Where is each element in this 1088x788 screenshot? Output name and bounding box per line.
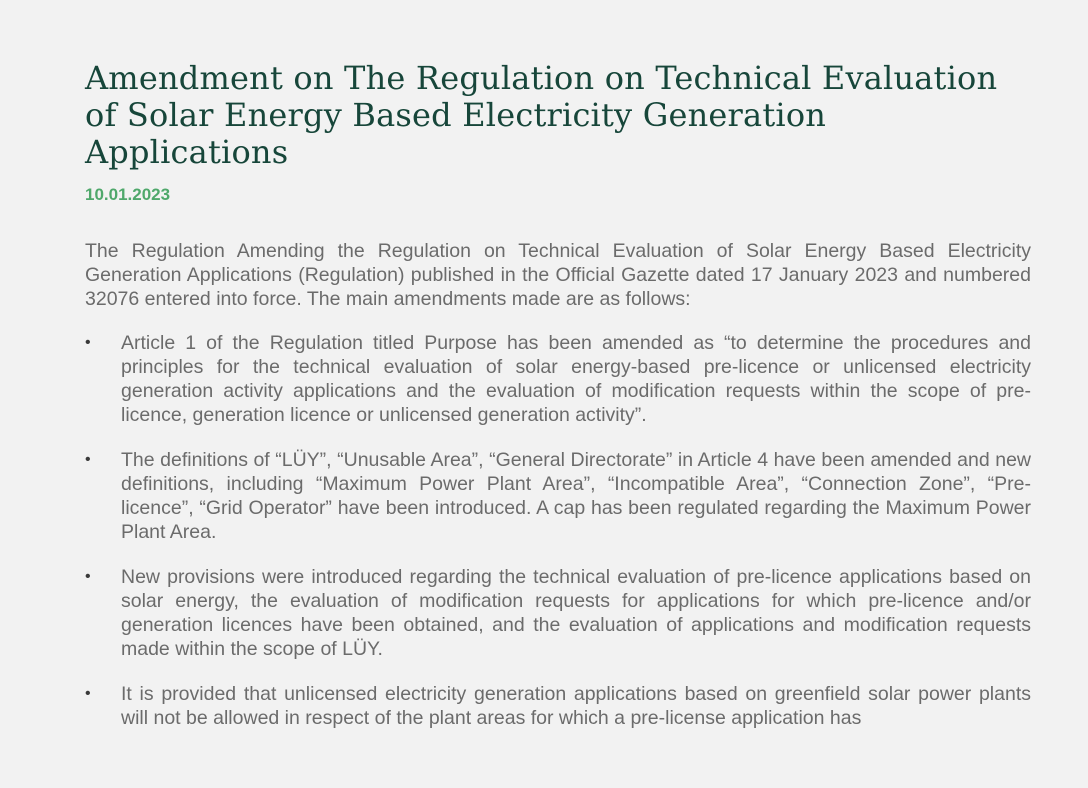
- bullet-icon: •: [85, 451, 91, 468]
- amendment-item: [85, 331, 1031, 427]
- bullet-icon: •: [85, 685, 91, 702]
- amendment-item: [85, 565, 1031, 661]
- bullet-icon: •: [85, 334, 91, 351]
- amendment-text: New provisions were introduced regarding the technical evaluation of pre-licence applications based on solar energy, the evaluation of modification requests for applications for which pre-licence and/or generation licences have been obtained, and the evaluation of applications and modification requests made within the scope of LÜY.: [121, 566, 1031, 660]
- intro-paragraph: The Regulation Amending the Regulation on Technical Evaluation of Solar Energy Based Electricity Generation Applications (Regulation) published in the Official Gazette dated 17 January 2023 and numbered 32076 entered into force. The main amendments made are as follows:: [85, 240, 1031, 310]
- amendment-text: It is provided that unlicensed electricity generation applications based on greenfield solar power plants will not be allowed in respect of the plant areas for which a pre-license application has: [121, 683, 1031, 729]
- amendment-item: [85, 682, 1031, 730]
- bullet-icon: •: [85, 568, 91, 585]
- article-title: Amendment on The Regulation on Technical Evaluation of Solar Energy Based Electricity Generation Applications: [85, 59, 998, 171]
- publication-date: 10.01.2023: [85, 185, 171, 204]
- amendment-text: Article 1 of the Regulation titled Purpose has been amended as “to determine the procedures and principles for the technical evaluation of solar energy-based pre-licence or unlicensed electricity generation activity applications and the evaluation of modification requests within the scope of pre-licence, generation licence or unlicensed generation activity”.: [121, 332, 1031, 426]
- amendments-list: [85, 331, 1031, 730]
- amendment-item: [85, 448, 1031, 544]
- article: [85, 60, 1031, 751]
- amendment-text: The definitions of “LÜY”, “Unusable Area”, “General Directorate” in Article 4 have been amended and new definitions, including “Maximum Power Plant Area”, “Incompatible Area”, “Connection Zone”, “Pre-licence”, “Grid Operator” have been introduced. A cap has been regulated regarding the Maximum Power Plant Area.: [121, 449, 1031, 543]
